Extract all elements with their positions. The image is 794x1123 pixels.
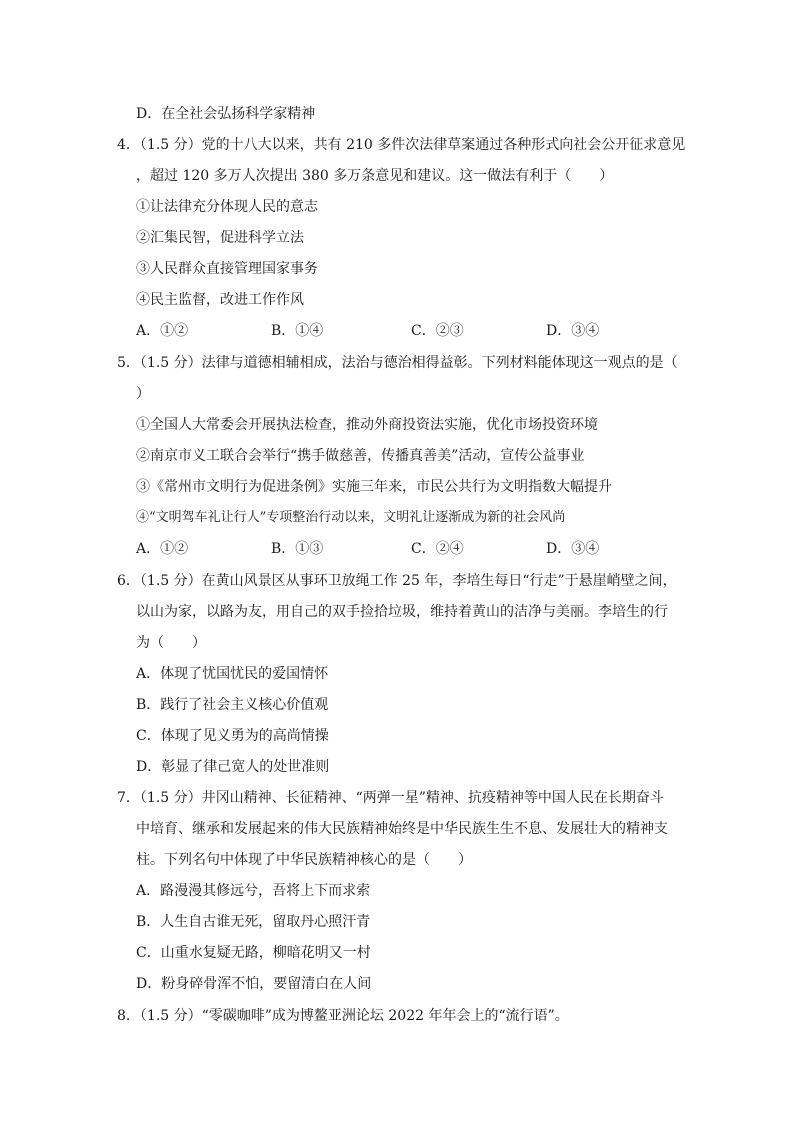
q4-stem-line-2: ，超过 120 多万人次提出 380 多万条意见和建议。这一做法有利于（ ） xyxy=(136,168,614,184)
q6-option-a: A．体现了忧国忧民的爱国情怀 xyxy=(136,666,329,682)
q5-statement-4: ④“文明驾车礼让行人”专项整治行动以来，文明礼让逐渐成为新的社会风尚 xyxy=(136,510,566,525)
q5-choices xyxy=(136,539,696,559)
q4-choice-d: D．③④ xyxy=(546,323,600,339)
q6-option-c: C．体现了见义勇为的高尚情操 xyxy=(136,728,329,744)
q7-option-d: D．粉身碎骨浑不怕，要留清白在人间 xyxy=(136,976,372,992)
q4-statement-2: ②汇集民智，促进科学立法 xyxy=(136,230,304,246)
q7-stem-line-1: 7．（1.5 分）井冈山精神、长征精神、“两弹一星”精神、抗疫精神等中国人民在长期奋斗 xyxy=(117,790,664,806)
q8-stem-line-1: 8．（1.5 分）“零碳咖啡”成为博鳌亚洲论坛 2022 年年会上的“流行语”。 xyxy=(117,1008,569,1024)
q4-statement-4: ④民主监督，改进工作作风 xyxy=(136,292,304,308)
q5-statement-1: ①全国人大常委会开展执法检查，推动外商投资法实施，优化市场投资环境 xyxy=(136,417,598,433)
q7-stem-line-3: 柱。下列名句中体现了中华民族精神核心的是（ ） xyxy=(136,852,472,868)
q7-stem-line-2: 中培育、继承和发展起来的伟大民族精神始终是中华民族生生不息、发展壮大的精神支 xyxy=(136,821,668,837)
q6-stem-line-2: 以山为家，以路为友，用自己的双手捡拾垃圾，维持着黄山的洁净与美丽。李培生的行 xyxy=(136,604,668,620)
q5-statement-3: ③《常州市文明行为促进条例》实施三年来，市民公共行为文明指数大幅提升 xyxy=(136,479,612,495)
q7-option-b: B．人生自古谁无死，留取丹心照汗青 xyxy=(136,914,371,930)
q6-stem-line-1: 6．（1.5 分）在黄山风景区从事环卫放绳工作 25 年，李培生每日“行走”于悬崖峭壁之间， xyxy=(117,573,677,589)
q5-choice-b: B．①③ xyxy=(271,541,324,557)
q6-option-b: B．践行了社会主义核心价值观 xyxy=(136,697,329,713)
q5-stem-line-2: ） xyxy=(136,386,150,402)
q5-stem-line-1: 5．（1.5 分）法律与道德相辅相成，法治与德治相得益彰。下列材料能体现这一观点的是（ xyxy=(117,355,678,371)
q5-choice-c: C．②④ xyxy=(411,541,464,557)
q7-option-a: A．路漫漫其修远兮，吾将上下而求索 xyxy=(136,883,371,899)
q4-statement-1: ①让法律充分体现人民的意志 xyxy=(136,199,318,215)
q3-option-d: D．在全社会弘扬科学家精神 xyxy=(136,106,316,122)
q6-option-d: D．彰显了律己宽人的处世准则 xyxy=(136,759,330,775)
q5-choice-d: D．③④ xyxy=(546,541,600,557)
q7-option-c: C．山重水复疑无路，柳暗花明又一村 xyxy=(136,945,371,961)
q4-choices xyxy=(136,321,696,341)
q5-statement-2: ②南京市义工联合会举行“携手做慈善，传播真善美”活动，宣传公益事业 xyxy=(136,448,585,464)
q4-choice-a: A．①② xyxy=(136,323,189,339)
q5-choice-a: A．①② xyxy=(136,541,189,557)
q4-choice-c: C．②③ xyxy=(411,323,464,339)
q6-stem-line-3: 为（ ） xyxy=(136,635,206,651)
q4-choice-b: B．①④ xyxy=(271,323,324,339)
q4-statement-3: ③人民群众直接管理国家事务 xyxy=(136,261,318,277)
q4-stem-line-1: 4．（1.5 分）党的十八大以来，共有 210 多件次法律草案通过各种形式向社会公开征求意见 xyxy=(117,137,686,153)
